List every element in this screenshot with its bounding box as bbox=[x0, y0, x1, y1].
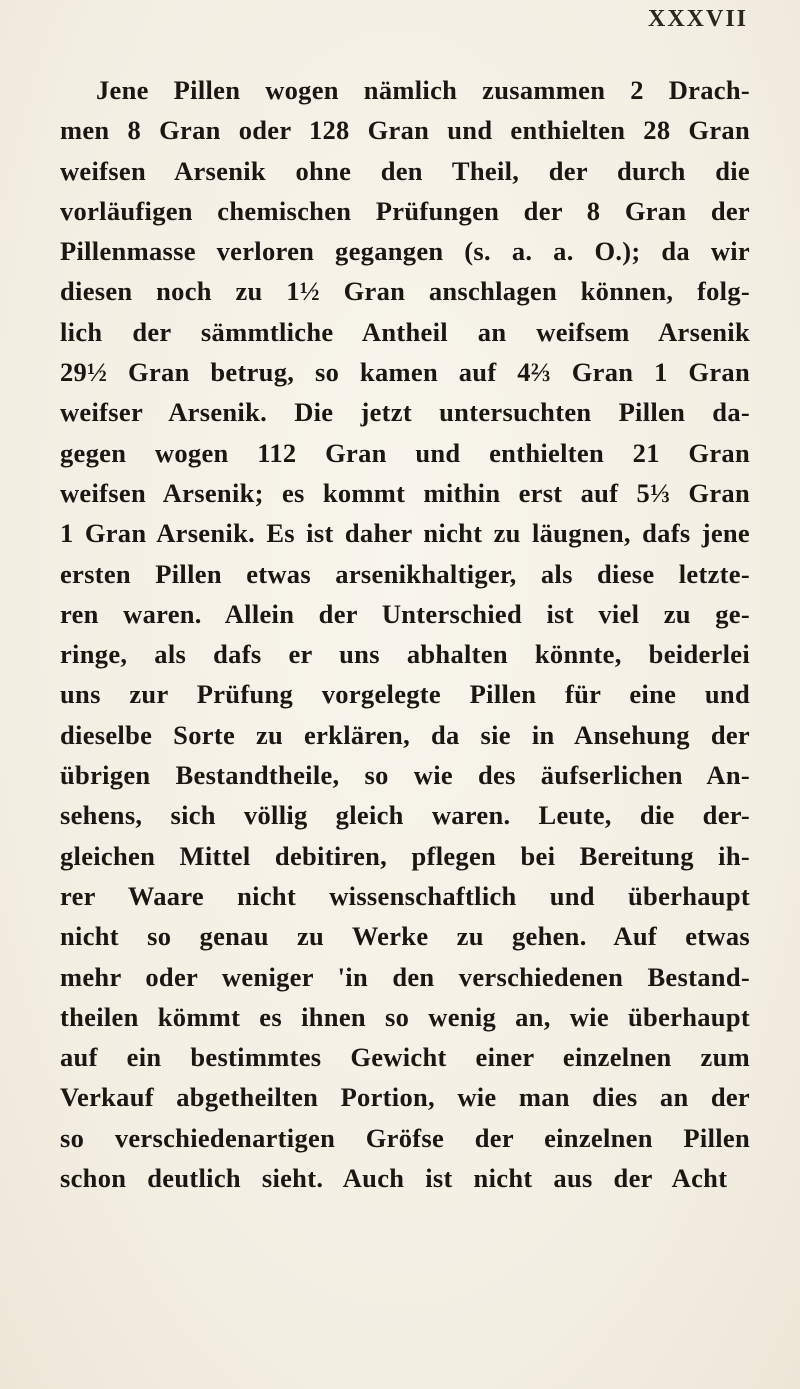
text-line: 1 Gran Arsenik. Es ist daher nicht zu läugnen, dafs jene bbox=[60, 518, 750, 549]
text-line: theilen kömmt es ihnen so wenig an, wie überhaupt bbox=[60, 1001, 750, 1032]
text-line: 29½ Gran betrug, so kamen auf 4⅔ Gran 1 Gran bbox=[60, 357, 750, 388]
text-line: weifser Arsenik. Die jetzt untersuchten Pillen da- bbox=[60, 397, 750, 428]
text-line: vorläufigen chemischen Prüfungen der 8 Gran der bbox=[60, 195, 750, 226]
text-line: weifsen Arsenik ohne den Theil, der durch die bbox=[60, 155, 750, 186]
text-line: Jene Pillen wogen nämlich zusammen 2 Drach- bbox=[96, 75, 750, 105]
text-line: nicht so genau zu Werke zu gehen. Auf etwas bbox=[60, 921, 750, 952]
text-line: sehens, sich völlig gleich waren. Leute, die der- bbox=[60, 800, 750, 831]
text-line: weifsen Arsenik; es kommt mithin erst auf 5⅓ Gran bbox=[60, 477, 750, 508]
text-line: ersten Pillen etwas arsenikhaltiger, als diese letzte- bbox=[60, 558, 750, 589]
text-line: gegen wogen 112 Gran und enthielten 21 Gran bbox=[60, 437, 750, 468]
text-line: Verkauf abgetheilten Portion, wie man dies an der bbox=[60, 1082, 750, 1113]
text-line: Pillenmasse verloren gegangen (s. a. a. O.); da wir bbox=[60, 236, 750, 267]
page-number: XXXVII bbox=[647, 6, 748, 32]
text-line: lich der sämmtliche Antheil an weifsem Arsenik bbox=[60, 316, 750, 347]
text-line: mehr oder weniger 'in den verschiedenen Bestand- bbox=[60, 961, 750, 992]
text-line: rer Waare nicht wissenschaftlich und überhaupt bbox=[60, 880, 750, 911]
text-line: schon deutlich sieht. Auch ist nicht aus der Acht bbox=[60, 1163, 728, 1194]
text-line: auf ein bestimmtes Gewicht einer einzelnen zum bbox=[60, 1042, 750, 1073]
text-line: ringe, als dafs er uns abhalten könnte, beiderlei bbox=[60, 639, 750, 670]
body-text bbox=[60, 70, 750, 1198]
text-line: so verschiedenartigen Gröfse der einzelnen Pillen bbox=[60, 1122, 750, 1153]
text-line: dieselbe Sorte zu erklären, da sie in Ansehung der bbox=[60, 719, 750, 750]
text-line: uns zur Prüfung vorgelegte Pillen für eine und bbox=[60, 679, 750, 710]
text-line: gleichen Mittel debitiren, pflegen bei Bereitung ih- bbox=[60, 840, 750, 871]
text-line: diesen noch zu 1½ Gran anschlagen können, folg- bbox=[60, 276, 750, 307]
text-line: men 8 Gran oder 128 Gran und enthielten 28 Gran bbox=[60, 115, 750, 146]
text-line: übrigen Bestandtheile, so wie des äufserlichen An- bbox=[60, 760, 750, 791]
text-line: ren waren. Allein der Unterschied ist viel zu ge- bbox=[60, 598, 750, 629]
